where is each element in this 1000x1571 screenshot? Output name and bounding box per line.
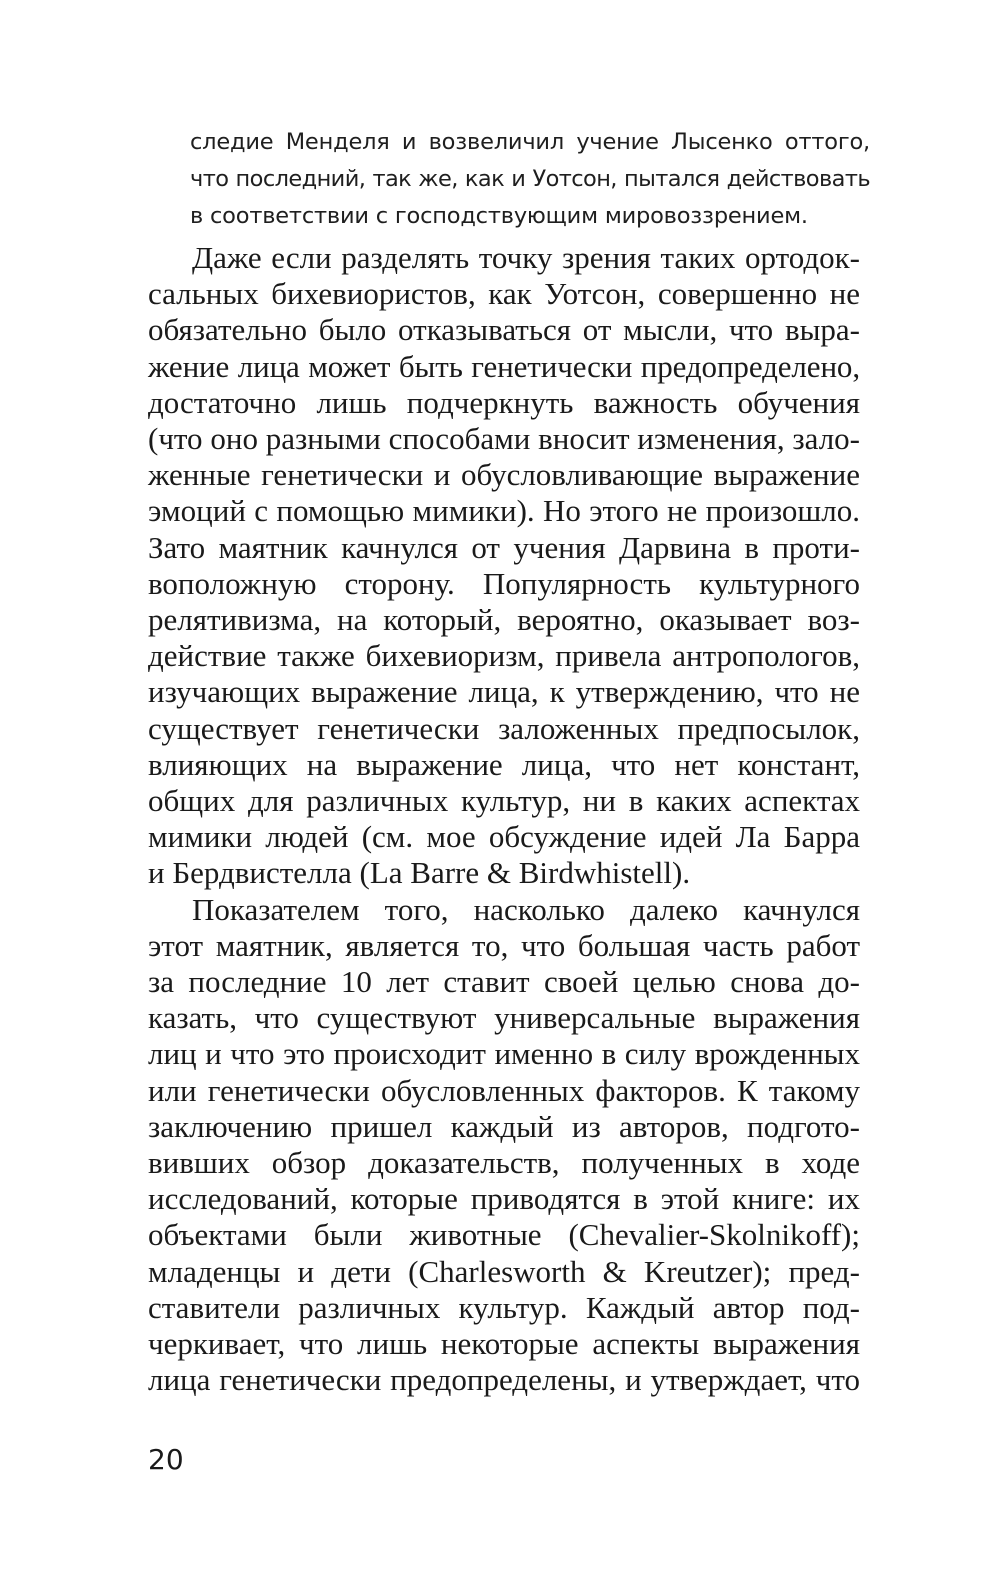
text-line: сальных бихевиористов, как Уотсон, совершенно не	[148, 276, 860, 312]
page-number: 20	[148, 1443, 184, 1476]
text-line: достаточно лишь подчеркнуть важность обучения	[148, 384, 860, 420]
text-line: лиц и что это происходит именно в силу врожденных	[148, 1036, 860, 1072]
text-line: заключению пришел каждый из авторов, подгото-	[148, 1108, 860, 1144]
text-line: влияющих на выражение лица, что нет констант,	[148, 746, 860, 782]
text-line: эмоций с помощью мимики). Но этого не произошло.	[148, 493, 860, 529]
text-line: исследований, которые приводятся в этой книге: их	[148, 1181, 860, 1217]
footnote-block	[190, 124, 870, 235]
text-line: лица генетически предопределены, и утверждает, что	[148, 1362, 860, 1398]
text-line: Зато маятник качнулся от учения Дарвина в проти-	[148, 529, 860, 565]
text-line: этот маятник, является то, что большая часть работ	[148, 927, 860, 963]
text-line: Показателем того, насколько далеко качнулся	[192, 891, 860, 927]
text-line: за последние 10 лет ставит своей целью снова до-	[148, 964, 860, 1000]
text-line: Даже если разделять точку зрения таких ортодок-	[192, 240, 860, 275]
text-line: или генетически обусловленных факторов. К такому	[148, 1072, 860, 1108]
text-line: казать, что существуют универсальные выражения	[148, 1000, 860, 1036]
text-line: релятивизма, на который, вероятно, оказывает воз-	[148, 602, 860, 638]
text-line: общих для различных культур, ни в каких аспектах	[148, 783, 860, 819]
text-line: жение лица может быть генетически предопределено,	[148, 348, 860, 384]
text-line: и Бердвистелла (La Barre & Birdwhistell).	[148, 855, 691, 891]
text-line: вивших обзор доказательств, полученных в ходе	[148, 1145, 860, 1181]
footnote-line: следие Менделя и возвеличил учение Лысенко оттого,	[190, 129, 870, 155]
paragraph-1	[148, 240, 860, 892]
text-line: (что оно разными способами вносит изменения, зало-	[148, 421, 860, 457]
text-line: черкивает, что лишь некоторые аспекты выражения	[148, 1326, 860, 1362]
text-line: воположную сторону. Популярность культурного	[148, 565, 860, 601]
text-line: существует генетически заложенных предпосылок,	[148, 710, 860, 746]
paragraph-2	[148, 892, 860, 1399]
footnote-line: что последний, так же, как и Уотсон, пытался действовать	[190, 166, 870, 192]
text-line: ставители различных культур. Каждый автор под-	[148, 1289, 860, 1325]
footnote-line: в соответствии с господствующим мировоззрением.	[190, 203, 808, 229]
text-line: обязательно было отказываться от мысли, что выра-	[148, 312, 860, 348]
text-line: изучающих выражение лица, к утверждению, что не	[148, 674, 860, 710]
main-text	[148, 240, 860, 1399]
text-line: женные генетически и обусловливающие выражение	[148, 457, 860, 493]
text-line: мимики людей (см. мое обсуждение идей Ла Барра	[148, 819, 860, 855]
text-line: младенцы и дети (Charlesworth & Kreutzer); пред-	[148, 1253, 860, 1289]
text-line: объектами были животные (Chevalier-Skolnikoff);	[148, 1217, 860, 1253]
text-line: действие также бихевиоризм, привела антропологов,	[148, 638, 860, 674]
